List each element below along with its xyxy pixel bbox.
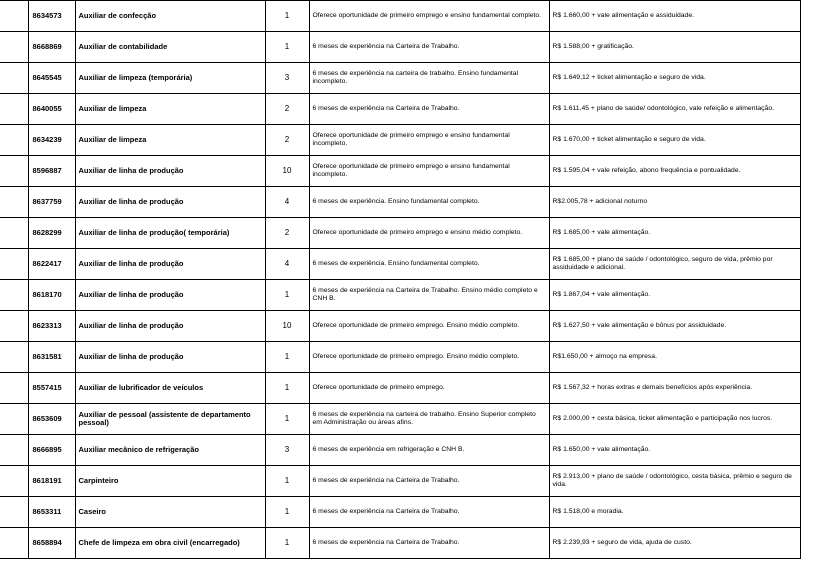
- table-row: [0, 342, 800, 373]
- salary-benefits-cell: R$ 2.000,00 + cesta básica, ticket alimentação e participação nos lucros.: [549, 404, 800, 435]
- row-margin-cell: [0, 280, 28, 311]
- requirements-cell: 6 meses de experiência na Carteira de Trabalho. Ensino médio completo e CNH B.: [309, 280, 549, 311]
- job-title-cell: Auxiliar de pessoal (assistente de departamento pessoal): [75, 404, 265, 435]
- row-margin-cell: [0, 466, 28, 497]
- vacancies-count-cell: 1: [265, 497, 309, 528]
- salary-benefits-cell: R$ 1.660,00 + vale alimentação e assiduidade.: [549, 1, 800, 32]
- table-row: [0, 249, 800, 280]
- job-code-cell: 8645545: [28, 63, 75, 94]
- job-code-cell: 8653609: [28, 404, 75, 435]
- vacancies-count-cell: 1: [265, 404, 309, 435]
- vacancies-count-cell: 10: [265, 156, 309, 187]
- row-margin-cell: [0, 187, 28, 218]
- job-title-cell: Auxiliar de linha de produção: [75, 156, 265, 187]
- table-row: [0, 1, 800, 32]
- salary-benefits-cell: R$2.005,78 + adicional noturno: [549, 187, 800, 218]
- table-row: [0, 404, 800, 435]
- salary-benefits-cell: R$ 1.685,00 + plano de saúde / odontológico, seguro de vida, prêmio por assiduidade e adicional.: [549, 249, 800, 280]
- row-margin-cell: [0, 1, 28, 32]
- table-row: [0, 218, 800, 249]
- requirements-cell: Oferece oportunidade de primeiro emprego.: [309, 373, 549, 404]
- requirements-cell: Oferece oportunidade de primeiro emprego. Ensino médio completo.: [309, 311, 549, 342]
- table-row: [0, 280, 800, 311]
- job-code-cell: 8596887: [28, 156, 75, 187]
- job-code-cell: 8666895: [28, 435, 75, 466]
- job-code-cell: 8658894: [28, 528, 75, 559]
- vacancies-count-cell: 1: [265, 1, 309, 32]
- job-title-cell: Auxiliar de linha de produção( temporária): [75, 218, 265, 249]
- table-row: [0, 311, 800, 342]
- job-title-cell: Auxiliar de linha de produção: [75, 280, 265, 311]
- job-title-cell: Auxiliar de confecção: [75, 1, 265, 32]
- row-margin-cell: [0, 373, 28, 404]
- job-title-cell: Caseiro: [75, 497, 265, 528]
- salary-benefits-cell: R$ 2.913,00 + plano de saúde / odontológico, cesta básica, prêmio e seguro de vida.: [549, 466, 800, 497]
- salary-benefits-cell: R$ 1.867,04 + vale alimentação.: [549, 280, 800, 311]
- vacancies-count-cell: 3: [265, 63, 309, 94]
- job-code-cell: 8618191: [28, 466, 75, 497]
- row-margin-cell: [0, 311, 28, 342]
- job-code-cell: 8637759: [28, 187, 75, 218]
- job-code-cell: 8628299: [28, 218, 75, 249]
- job-code-cell: 8653311: [28, 497, 75, 528]
- job-code-cell: 8557415: [28, 373, 75, 404]
- job-title-cell: Carpinteiro: [75, 466, 265, 497]
- job-title-cell: Auxiliar de linha de produção: [75, 311, 265, 342]
- job-code-cell: 8640055: [28, 94, 75, 125]
- salary-benefits-cell: R$ 1.611,45 + plano de saúde/ odontológico, vale refeição e alimentação.: [549, 94, 800, 125]
- requirements-cell: 6 meses de experiência. Ensino fundamental completo.: [309, 249, 549, 280]
- row-margin-cell: [0, 218, 28, 249]
- requirements-cell: 6 meses de experiência na Carteira de Trabalho.: [309, 94, 549, 125]
- requirements-cell: 6 meses de experiência. Ensino fundamental completo.: [309, 187, 549, 218]
- vacancies-count-cell: 4: [265, 249, 309, 280]
- job-code-cell: 8634239: [28, 125, 75, 156]
- salary-benefits-cell: R$ 1.567,32 + horas extras e demais benefícios após experiência.: [549, 373, 800, 404]
- row-margin-cell: [0, 249, 28, 280]
- requirements-cell: 6 meses de experiência na carteira de trabalho. Ensino fundamental incompleto.: [309, 63, 549, 94]
- row-margin-cell: [0, 342, 28, 373]
- job-title-cell: Auxiliar de linha de produção: [75, 187, 265, 218]
- job-title-cell: Auxiliar de limpeza (temporária): [75, 63, 265, 94]
- vacancies-count-cell: 1: [265, 528, 309, 559]
- vacancies-count-cell: 1: [265, 466, 309, 497]
- requirements-cell: 6 meses de experiência na carteira de trabalho. Ensino Superior completo em Administração ou áreas afins.: [309, 404, 549, 435]
- vacancies-count-cell: 3: [265, 435, 309, 466]
- table-row: [0, 435, 800, 466]
- row-margin-cell: [0, 435, 28, 466]
- salary-benefits-cell: R$ 1.595,04 + vale refeição, abono frequência e pontualidade.: [549, 156, 800, 187]
- vacancies-count-cell: 1: [265, 32, 309, 63]
- requirements-cell: Oferece oportunidade de primeiro emprego. Ensino médio completo.: [309, 342, 549, 373]
- row-margin-cell: [0, 497, 28, 528]
- job-title-cell: Auxiliar de limpeza: [75, 125, 265, 156]
- job-title-cell: Auxiliar de linha de produção: [75, 249, 265, 280]
- salary-benefits-cell: R$ 1.649,12 + ticket alimentação e seguro de vida.: [549, 63, 800, 94]
- requirements-cell: Oferece oportunidade de primeiro emprego e ensino médio completo.: [309, 218, 549, 249]
- vacancies-count-cell: 1: [265, 373, 309, 404]
- table-row: [0, 32, 800, 63]
- vacancies-count-cell: 2: [265, 94, 309, 125]
- vacancies-count-cell: 2: [265, 218, 309, 249]
- job-code-cell: 8631581: [28, 342, 75, 373]
- salary-benefits-cell: R$1.650,00 + almoço na empresa.: [549, 342, 800, 373]
- job-title-cell: Auxiliar de limpeza: [75, 94, 265, 125]
- salary-benefits-cell: R$ 2.239,93 + seguro de vida, ajuda de custo.: [549, 528, 800, 559]
- row-margin-cell: [0, 32, 28, 63]
- salary-benefits-cell: R$ 1.650,00 + vale alimentação.: [549, 435, 800, 466]
- table-body: [0, 1, 800, 559]
- vacancies-count-cell: 2: [265, 125, 309, 156]
- row-margin-cell: [0, 125, 28, 156]
- salary-benefits-cell: R$ 1.670,00 + ticket alimentação e seguro de vida.: [549, 125, 800, 156]
- job-title-cell: Chefe de limpeza em obra civil (encarregado): [75, 528, 265, 559]
- requirements-cell: 6 meses de experiência na Carteira de Trabalho.: [309, 497, 549, 528]
- vacancies-count-cell: 4: [265, 187, 309, 218]
- requirements-cell: 6 meses de experiência na Carteira de Trabalho.: [309, 32, 549, 63]
- job-title-cell: Auxiliar de lubrificador de veículos: [75, 373, 265, 404]
- vacancies-count-cell: 10: [265, 311, 309, 342]
- job-code-cell: 8622417: [28, 249, 75, 280]
- job-code-cell: 8623313: [28, 311, 75, 342]
- requirements-cell: 6 meses de experiência na Carteira de Trabalho.: [309, 466, 549, 497]
- job-title-cell: Auxiliar de linha de produção: [75, 342, 265, 373]
- job-code-cell: 8634573: [28, 1, 75, 32]
- table-row: [0, 156, 800, 187]
- requirements-cell: Oferece oportunidade de primeiro emprego e ensino fundamental completo.: [309, 1, 549, 32]
- table-row: [0, 94, 800, 125]
- requirements-cell: Oferece oportunidade de primeiro emprego e ensino fundamental incompleto.: [309, 156, 549, 187]
- vacancies-count-cell: 1: [265, 342, 309, 373]
- job-title-cell: Auxiliar de contabilidade: [75, 32, 265, 63]
- job-code-cell: 8668869: [28, 32, 75, 63]
- row-margin-cell: [0, 94, 28, 125]
- row-margin-cell: [0, 528, 28, 559]
- requirements-cell: 6 meses de experiência na Carteira de Trabalho.: [309, 528, 549, 559]
- table-row: [0, 373, 800, 404]
- requirements-cell: Oferece oportunidade de primeiro emprego e ensino fundamental incompleto.: [309, 125, 549, 156]
- requirements-cell: 6 meses de experiência em refrigeração e CNH B.: [309, 435, 549, 466]
- table-row: [0, 63, 800, 94]
- job-title-cell: Auxiliar mecânico de refrigeração: [75, 435, 265, 466]
- vacancies-count-cell: 1: [265, 280, 309, 311]
- salary-benefits-cell: R$ 1.627,50 + vale alimentação e bônus por assiduidade.: [549, 311, 800, 342]
- row-margin-cell: [0, 156, 28, 187]
- salary-benefits-cell: R$ 1.518,00 e moradia.: [549, 497, 800, 528]
- row-margin-cell: [0, 63, 28, 94]
- job-code-cell: 8618170: [28, 280, 75, 311]
- row-margin-cell: [0, 404, 28, 435]
- table-row: [0, 497, 800, 528]
- salary-benefits-cell: R$ 1.685,00 + vale alimentação.: [549, 218, 800, 249]
- table-row: [0, 528, 800, 559]
- table-row: [0, 466, 800, 497]
- salary-benefits-cell: R$ 1.588,00 + gratificação.: [549, 32, 800, 63]
- table-row: [0, 125, 800, 156]
- table-row: [0, 187, 800, 218]
